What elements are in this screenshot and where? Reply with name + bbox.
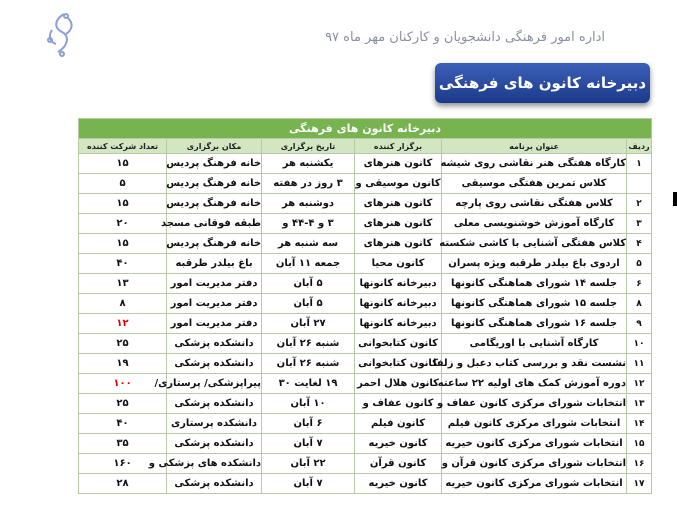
participant-count: ۱۵ <box>79 194 167 214</box>
row-number <box>627 174 652 194</box>
col-header-venue: مکان برگزاری <box>167 139 262 154</box>
org-header-line: اداره امور فرهنگی دانشجویان و کارکنان مهر ماه ۹۷ <box>325 30 605 45</box>
event-date: ۷ آبان <box>262 474 355 494</box>
program-title: دوره آموزش کمک های اولیه ۲۲ ساعته <box>442 374 627 394</box>
venue: پیراپزشکی/ پرستاری/ <box>167 374 262 394</box>
events-table-wrapper <box>78 118 651 494</box>
organizer: کانون محیا <box>355 254 442 274</box>
venue: دفتر مدیریت امور <box>167 274 262 294</box>
row-number: ۳ <box>627 214 652 234</box>
organizer: کانون هنرهای <box>355 234 442 254</box>
program-title: انتخابات شورای مرکزی کانون عفاف و <box>442 394 627 414</box>
program-title: کلاس تمرین هفتگی موسیقی <box>442 174 627 194</box>
organizer: کانون فیلم <box>355 414 442 434</box>
table-row <box>79 234 652 254</box>
row-number: ۱۱ <box>627 354 652 374</box>
venue: دانشکده های پزشکی و <box>167 454 262 474</box>
table-row <box>79 174 652 194</box>
program-title: کارگاه آموزش خوشنویسی معلی <box>442 214 627 234</box>
table-caption: دبیرخانه کانون های فرهنگی <box>79 119 652 139</box>
event-date: شنبه ۲۶ آبان <box>262 334 355 354</box>
event-date: ۲۷ آبان <box>262 314 355 334</box>
participant-count: ۱۰۰ <box>79 374 167 394</box>
program-title: نشست نقد و بررسی کتاب دعبل و زلفا <box>442 354 627 374</box>
program-title: اردوی باغ بیلدر طرقبه ویژه پسران <box>442 254 627 274</box>
organizer: کانون هلال احمر <box>355 374 442 394</box>
organizer: دبیرخانه کانونها <box>355 294 442 314</box>
row-number: ۱ <box>627 154 652 174</box>
col-header-date: تاریخ برگزاری <box>262 139 355 154</box>
venue: دفتر مدیریت امور <box>167 314 262 334</box>
event-date: ۶ آبان <box>262 414 355 434</box>
venue: طبقه فوقانی مسجد <box>167 214 262 234</box>
participant-count: ۴۰ <box>79 254 167 274</box>
table-row <box>79 414 652 434</box>
event-date: ۱۹ لغایت ۳۰ <box>262 374 355 394</box>
organizer: کانون هنرهای <box>355 154 442 174</box>
organizer: دبیرخانه کانونها <box>355 314 442 334</box>
table-row <box>79 454 652 474</box>
venue: خانه فرهنگ پردیس <box>167 154 262 174</box>
event-date: دوشنبه هر <box>262 194 355 214</box>
table-row <box>79 374 652 394</box>
row-number: ۱۲ <box>627 374 652 394</box>
event-date: شنبه ۲۶ آبان <box>262 354 355 374</box>
program-title: انتخابات شورای مرکزی کانون قرآن و <box>442 454 627 474</box>
program-title: کارگاه آشنایی با اوریگامی <box>442 334 627 354</box>
participant-count: ۱۳ <box>79 274 167 294</box>
table-row <box>79 254 652 274</box>
program-title: جلسه ۱۵ شورای هماهنگی کانونها <box>442 294 627 314</box>
venue: دانشکده پزشکی <box>167 434 262 454</box>
venue: دانشکده پرستاری <box>167 414 262 434</box>
venue: دانشکده پزشکی <box>167 334 262 354</box>
venue: خانه فرهنگ پردیس <box>167 174 262 194</box>
table-row <box>79 474 652 494</box>
participant-count: ۴۰ <box>79 414 167 434</box>
event-date: ۳ و ۴-۴۴ و <box>262 214 355 234</box>
participant-count: ۱۶۰ <box>79 454 167 474</box>
table-row <box>79 194 652 214</box>
participant-count: ۲۵ <box>79 394 167 414</box>
program-title: انتخابات شورای مرکزی کانون فیلم <box>442 414 627 434</box>
row-number: ۸ <box>627 294 652 314</box>
events-table <box>78 118 652 494</box>
table-row <box>79 334 652 354</box>
row-number: ۹ <box>627 314 652 334</box>
program-title: کلاس هفتگی نقاشی روی پارچه <box>442 194 627 214</box>
participant-count: ۵ <box>79 174 167 194</box>
table-row <box>79 154 652 174</box>
table-row <box>79 354 652 374</box>
table-row <box>79 394 652 414</box>
event-date: ۵ آبان <box>262 274 355 294</box>
participant-count: ۲۸ <box>79 474 167 494</box>
col-header-participants: تعداد شرکت کننده <box>79 139 167 154</box>
organizer: کانون خیریه <box>355 434 442 454</box>
participant-count: ۱۹ <box>79 354 167 374</box>
row-number: ۱۴ <box>627 414 652 434</box>
row-number: ۵ <box>627 254 652 274</box>
row-number: ۲ <box>627 194 652 214</box>
program-title: جلسه ۱۴ شورای هماهنگی کانونها <box>442 274 627 294</box>
program-title: جلسه ۱۶ شورای هماهنگی کانونها <box>442 314 627 334</box>
table-row <box>79 434 652 454</box>
program-title: کلاس هفتگی آشنایی با کاشی شکسته <box>442 234 627 254</box>
row-number: ۱۶ <box>627 454 652 474</box>
venue: دانشکده پزشکی <box>167 354 262 374</box>
col-header-program-title: عنوان برنامه <box>442 139 627 154</box>
participant-count: ۱۲ <box>79 314 167 334</box>
row-number: ۴ <box>627 234 652 254</box>
event-date: ۳ روز در هفته <box>262 174 355 194</box>
program-title: انتخابات شورای مرکزی کانون خیریه <box>442 434 627 454</box>
participant-count: ۲۵ <box>79 334 167 354</box>
divider-mark <box>673 192 677 206</box>
event-date: ۵ آبان <box>262 294 355 314</box>
event-date: ۷ آبان <box>262 434 355 454</box>
organizer: کانون کتابخوانی <box>355 334 442 354</box>
venue: خانه فرهنگ پردیس <box>167 194 262 214</box>
table-row <box>79 274 652 294</box>
event-date: ۲۲ آبان <box>262 454 355 474</box>
organizer: دبیرخانه کانونها <box>355 274 442 294</box>
title-banner: دبیرخانه کانون های فرهنگی <box>435 63 650 103</box>
organizer: کانون خیریه <box>355 474 442 494</box>
participant-count: ۱۵ <box>79 234 167 254</box>
participant-count: ۲۰ <box>79 214 167 234</box>
row-number: ۱۳ <box>627 394 652 414</box>
organizer: کانون هنرهای <box>355 214 442 234</box>
venue: دانشکده پزشکی <box>167 394 262 414</box>
organizer: کانون قرآن <box>355 454 442 474</box>
organizer: کانون هنرهای <box>355 194 442 214</box>
venue: باغ بیلدر طرقبه <box>167 254 262 274</box>
event-date: سه شنبه هر <box>262 234 355 254</box>
program-title: کارگاه هفتگی هنر نقاشی روی شیشه <box>442 154 627 174</box>
participant-count: ۳۵ <box>79 434 167 454</box>
venue: خانه فرهنگ پردیس <box>167 234 262 254</box>
row-number: ۱۵ <box>627 434 652 454</box>
participant-count: ۸ <box>79 294 167 314</box>
table-row <box>79 314 652 334</box>
venue: دانشکده پزشکی <box>167 474 262 494</box>
organizer: کانون عفاف و <box>355 394 442 414</box>
table-row <box>79 214 652 234</box>
col-header-row-number: ردیف <box>627 139 652 154</box>
event-date: ۱۰ آبان <box>262 394 355 414</box>
row-number: ۱۰ <box>627 334 652 354</box>
organizer: کانون کتابخوانی <box>355 354 442 374</box>
table-row <box>79 294 652 314</box>
row-number: ۶ <box>627 274 652 294</box>
event-date: یکشنبه هر <box>262 154 355 174</box>
program-title: انتخابات شورای مرکزی کانون خیریه <box>442 474 627 494</box>
event-date: جمعه ۱۱ آبان <box>262 254 355 274</box>
col-header-organizer: برگزار کننده <box>355 139 442 154</box>
university-emblem-icon <box>44 10 78 60</box>
participant-count: ۱۵ <box>79 154 167 174</box>
venue: دفتر مدیریت امور <box>167 294 262 314</box>
organizer: کانون موسیقی و <box>355 174 442 194</box>
row-number: ۱۷ <box>627 474 652 494</box>
